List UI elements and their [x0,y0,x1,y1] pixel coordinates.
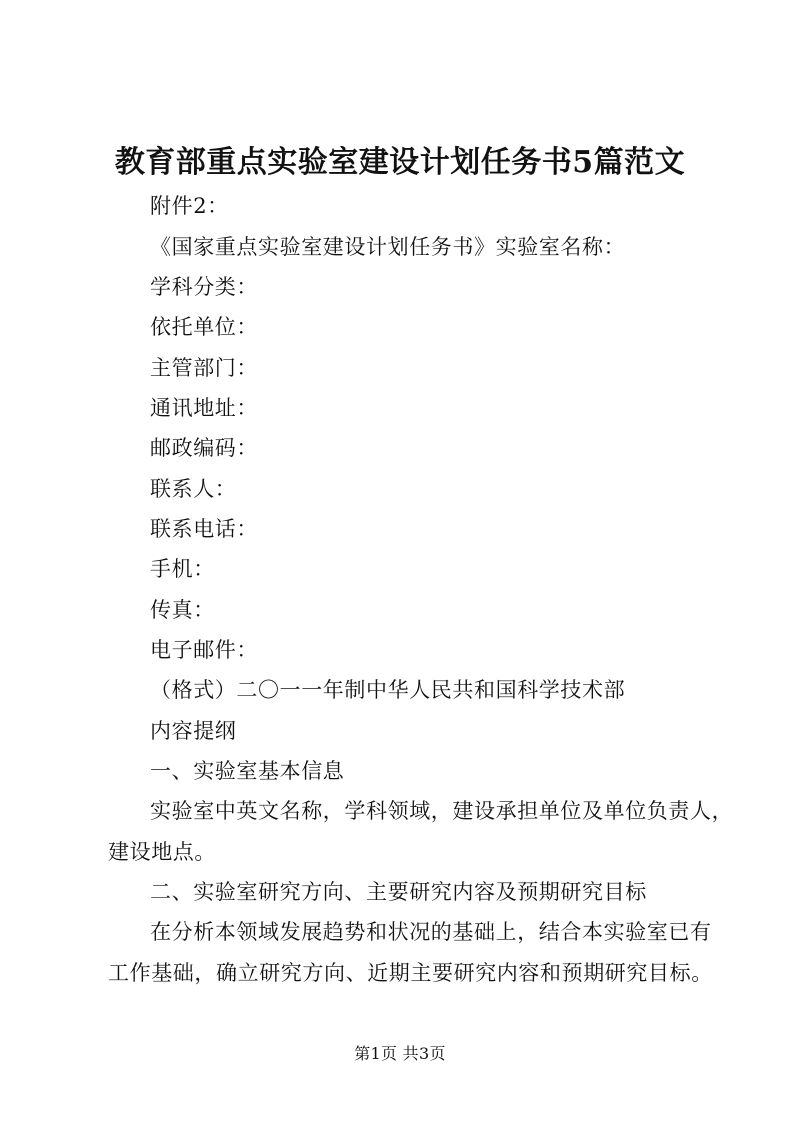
mobile-field: 手机： [150,557,215,581]
paragraph-line: 工作基础，确立研究方向、近期主要研究内容和预期研究目标。 [108,961,713,985]
host-unit-field: 依托单位： [150,315,258,339]
attachment-label: 附件2： [150,194,229,218]
document-title: 教育部重点实验室建设计划任务书5篇范文 [114,145,686,180]
contact-phone-field: 联系电话： [150,517,258,541]
email-field: 电子邮件： [150,638,258,662]
fax-field: 传真： [150,598,215,622]
section-heading-1: 一、实验室基本信息 [150,759,345,783]
outline-heading: 内容提纲 [150,719,237,743]
page-footer: 第1页 共3页 [354,1044,446,1063]
paragraph-line: 实验室中英文名称，学科领域，建设承担单位及单位负责人， [150,799,734,823]
supervising-dept-field: 主管部门： [150,356,258,380]
discipline-field: 学科分类： [150,275,258,299]
address-field: 通讯地址： [150,396,258,420]
format-line: （格式）二〇一一年制中华人民共和国科学技术部 [150,678,626,702]
section-heading-2: 二、实验室研究方向、主要研究内容及预期研究目标 [150,880,647,904]
paragraph-line: 在分析本领域发展趋势和状况的基础上，结合本实验室已有 [150,920,712,944]
paragraph-line: 建设地点。 [108,840,216,864]
postal-code-field: 邮政编码： [150,436,258,460]
lab-name-field: 《国家重点实验室建设计划任务书》实验室名称： [150,235,626,259]
contact-person-field: 联系人： [150,477,237,501]
